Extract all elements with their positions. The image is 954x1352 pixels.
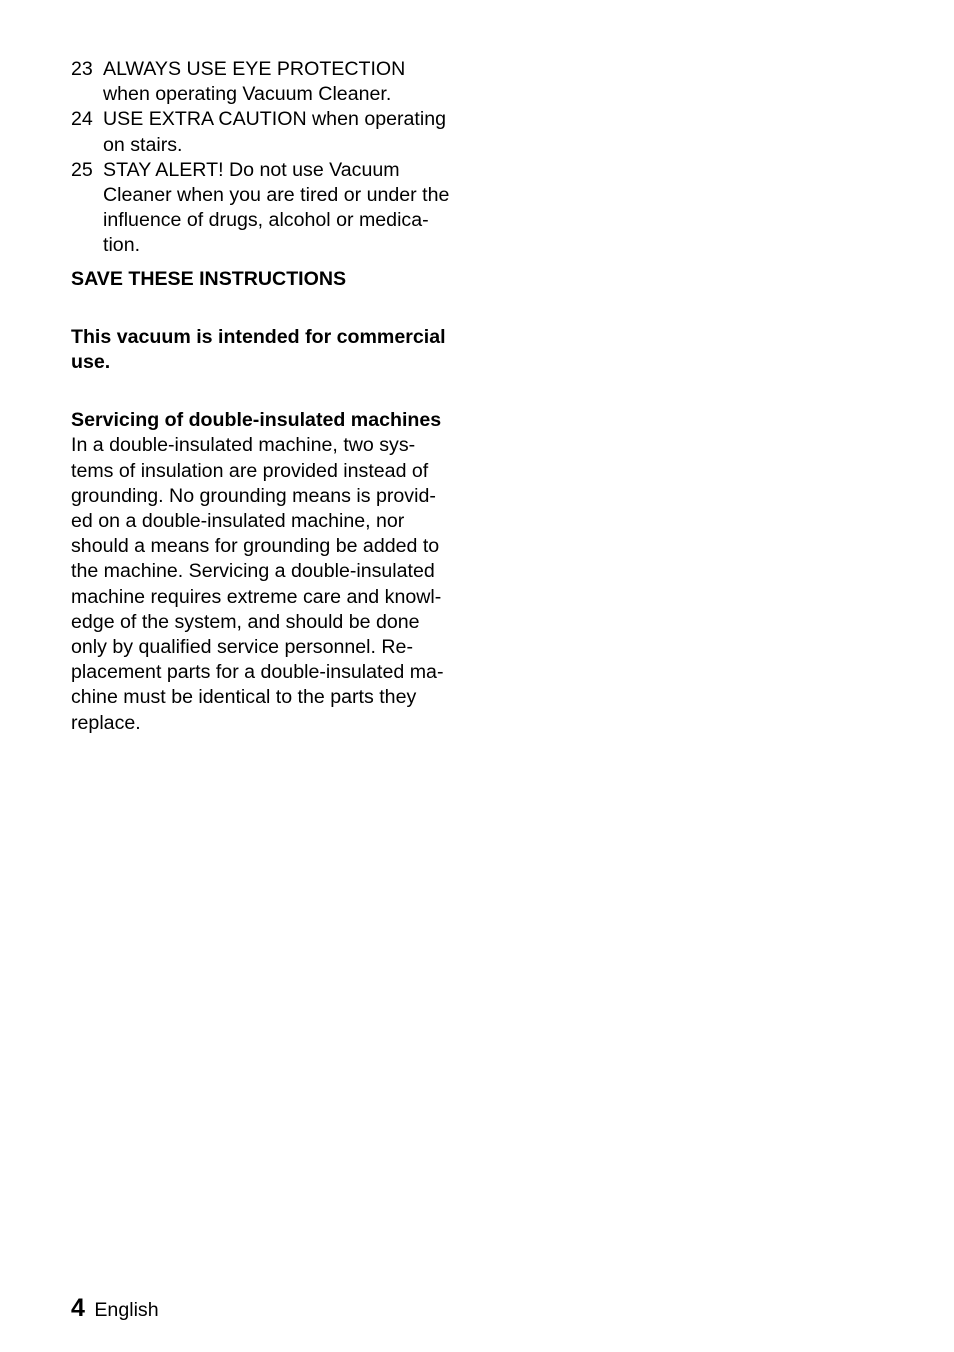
text-line: USE EXTRA CAUTION when operating [103, 108, 447, 131]
page-footer [71, 1293, 159, 1325]
text-line: when operating Vacuum Cleaner. [103, 83, 392, 106]
text-line: tion. [103, 234, 141, 257]
text-line: STAY ALERT! Do not use Vacuum [103, 158, 400, 181]
text-line: replace. [71, 711, 141, 734]
safety-item-text [103, 158, 466, 259]
safety-item-number: 23 [71, 58, 93, 80]
safety-item-24 [71, 107, 466, 157]
text-line: the machine. Servicing a double-insulated [71, 560, 435, 583]
text-line: This vacuum is intended for commercial [71, 325, 446, 348]
text-line: use. [71, 351, 111, 374]
text-line: edge of the system, and should be done [71, 610, 420, 633]
text-line: tems of insulation are provided instead of [71, 459, 429, 482]
servicing-paragraph [71, 433, 466, 735]
page-language: English [94, 1299, 159, 1321]
text-line: only by qualified service personnel. Re- [71, 636, 413, 659]
safety-item-text [103, 107, 466, 157]
text-line: on stairs. [103, 133, 183, 156]
text-line: placement parts for a double-insulated ma- [71, 661, 444, 684]
text-line: Cleaner when you are tired or under the [103, 184, 450, 207]
commercial-use-notice [71, 325, 466, 375]
text-line: machine requires extreme care and knowl- [71, 585, 442, 608]
main-text-column [71, 57, 466, 736]
safety-item-text [103, 57, 466, 107]
save-instructions-heading: SAVE THESE INSTRUCTIONS [71, 267, 347, 290]
text-line: ed on a double-insulated machine, nor [71, 510, 405, 533]
text-line: ALWAYS USE EYE PROTECTION [103, 58, 406, 80]
text-line: In a double-insulated machine, two sys- [71, 434, 416, 457]
text-line: should a means for grounding be added to [71, 535, 440, 558]
safety-item-number: 24 [71, 108, 93, 131]
safety-item-25 [71, 158, 466, 259]
page-number: 4 [71, 1294, 85, 1322]
safety-item-number: 25 [71, 158, 93, 181]
safety-item-23 [71, 57, 466, 107]
servicing-heading: Servicing of double-insulated machines [71, 409, 442, 432]
text-line: grounding. No grounding means is provid- [71, 484, 436, 507]
text-line: influence of drugs, alcohol or medica- [103, 209, 429, 232]
text-line: chine must be identical to the parts they [71, 686, 417, 709]
